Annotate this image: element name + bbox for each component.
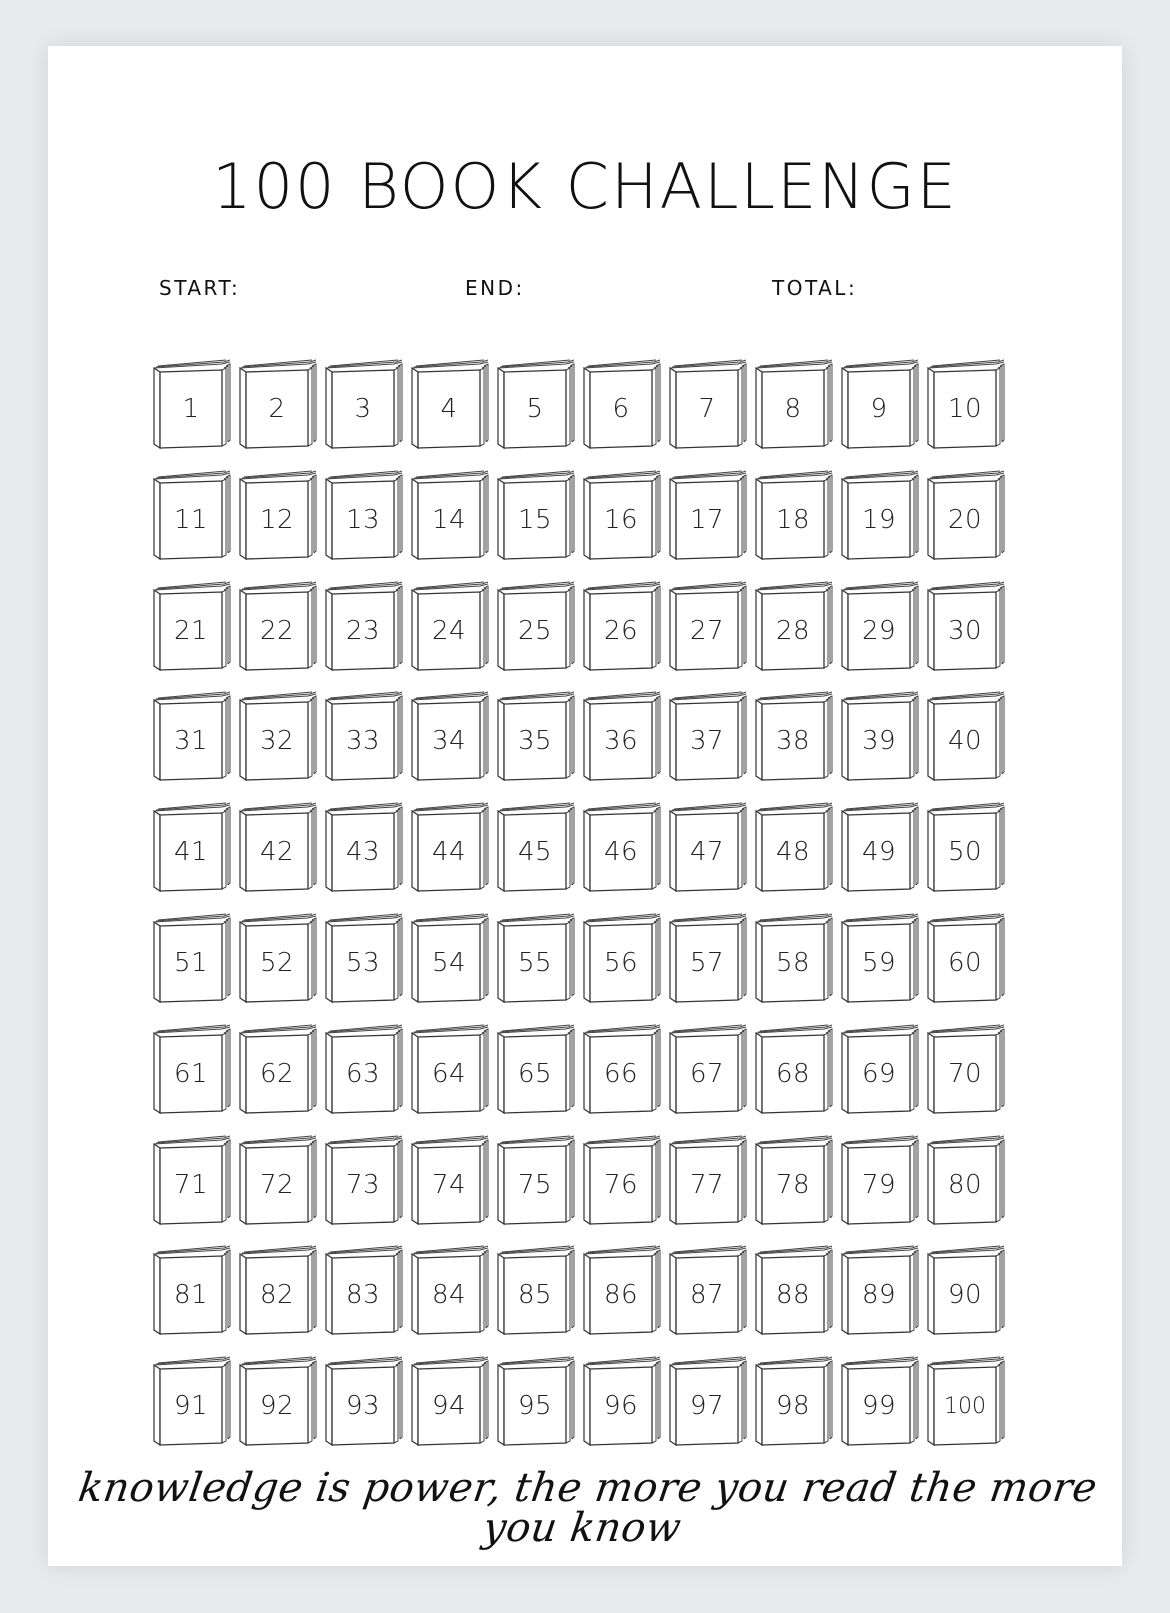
- book-tile-1: [152, 358, 232, 452]
- start-field-label: START:: [159, 276, 241, 300]
- book-number: 96: [603, 1391, 639, 1422]
- book-number: 27: [689, 615, 725, 646]
- book-tile-2: [238, 358, 318, 452]
- book-tile-46: [582, 801, 662, 895]
- book-number: 90: [947, 1280, 983, 1311]
- book-tile-99: [840, 1355, 920, 1449]
- book-number: 89: [861, 1280, 897, 1311]
- book-number: 71: [173, 1169, 209, 1200]
- book-number: 4: [440, 394, 458, 424]
- book-number: 92: [259, 1391, 295, 1422]
- book-number: 85: [517, 1280, 553, 1311]
- book-tile-69: [840, 1023, 920, 1117]
- book-number: 2: [268, 394, 286, 424]
- book-number: 88: [775, 1280, 811, 1311]
- book-number: 36: [603, 726, 639, 757]
- book-number: 55: [517, 947, 553, 978]
- book-tile-12: [238, 469, 318, 563]
- book-tile-61: [152, 1023, 232, 1117]
- book-number: 17: [689, 504, 725, 535]
- book-tile-65: [496, 1023, 576, 1117]
- book-tile-33: [324, 690, 404, 784]
- book-number: 31: [173, 726, 209, 757]
- book-number: 9: [870, 394, 888, 424]
- book-tile-89: [840, 1244, 920, 1338]
- book-tile-67: [668, 1023, 748, 1117]
- book-number: 56: [603, 947, 639, 978]
- book-tile-27: [668, 580, 748, 674]
- book-tile-62: [238, 1023, 318, 1117]
- book-tile-6: [582, 358, 662, 452]
- book-tile-94: [410, 1355, 490, 1449]
- book-number: 34: [431, 726, 467, 757]
- book-tile-54: [410, 912, 490, 1006]
- footer-quote: knowledge is power, the more you read the more you know: [75, 1465, 1101, 1551]
- book-number: 30: [947, 615, 983, 646]
- book-number: 38: [775, 726, 811, 757]
- book-tile-91: [152, 1355, 232, 1449]
- book-tile-14: [410, 469, 490, 563]
- book-number: 66: [603, 1058, 639, 1089]
- book-tile-13: [324, 469, 404, 563]
- total-field-label: TOTAL:: [772, 276, 858, 300]
- book-tile-20: [926, 469, 1006, 563]
- book-tile-42: [238, 801, 318, 895]
- book-tile-10: [926, 358, 1006, 452]
- book-number: 20: [947, 504, 983, 535]
- book-number: 60: [947, 947, 983, 978]
- book-number: 13: [345, 504, 381, 535]
- book-number: 76: [603, 1169, 639, 1200]
- book-number: 93: [345, 1391, 381, 1422]
- book-number: 75: [517, 1169, 553, 1200]
- book-number: 65: [517, 1058, 553, 1089]
- challenge-sheet: [48, 46, 1122, 1566]
- book-number: 23: [345, 615, 381, 646]
- book-number: 74: [431, 1169, 467, 1200]
- book-number: 63: [345, 1058, 381, 1089]
- book-tile-44: [410, 801, 490, 895]
- book-tile-82: [238, 1244, 318, 1338]
- book-number: 87: [689, 1280, 725, 1311]
- book-tile-100: [926, 1355, 1006, 1449]
- book-tile-70: [926, 1023, 1006, 1117]
- book-number: 94: [431, 1391, 467, 1422]
- book-tile-71: [152, 1134, 232, 1228]
- book-tile-16: [582, 469, 662, 563]
- book-number: 45: [517, 837, 553, 868]
- book-number: 1: [182, 394, 200, 424]
- book-number: 42: [259, 837, 295, 868]
- book-number: 73: [345, 1169, 381, 1200]
- book-tile-86: [582, 1244, 662, 1338]
- book-tile-24: [410, 580, 490, 674]
- book-number: 51: [173, 947, 209, 978]
- book-tile-50: [926, 801, 1006, 895]
- book-tile-37: [668, 690, 748, 784]
- book-number: 68: [775, 1058, 811, 1089]
- book-tile-41: [152, 801, 232, 895]
- book-number: 11: [173, 504, 209, 535]
- book-tile-9: [840, 358, 920, 452]
- book-number: 46: [603, 837, 639, 868]
- book-number: 28: [775, 615, 811, 646]
- book-tile-38: [754, 690, 834, 784]
- book-tile-52: [238, 912, 318, 1006]
- book-tile-45: [496, 801, 576, 895]
- book-number: 72: [259, 1169, 295, 1200]
- book-tile-51: [152, 912, 232, 1006]
- book-number: 29: [861, 615, 897, 646]
- book-number: 21: [173, 615, 209, 646]
- book-tile-59: [840, 912, 920, 1006]
- book-number: 16: [603, 504, 639, 535]
- book-number: 91: [173, 1391, 209, 1422]
- book-tile-77: [668, 1134, 748, 1228]
- book-number: 6: [612, 394, 630, 424]
- book-number: 78: [775, 1169, 811, 1200]
- book-tile-31: [152, 690, 232, 784]
- book-tile-97: [668, 1355, 748, 1449]
- book-number: 69: [861, 1058, 897, 1089]
- book-number: 61: [173, 1058, 209, 1089]
- book-number: 70: [947, 1058, 983, 1089]
- book-tile-43: [324, 801, 404, 895]
- book-number: 35: [517, 726, 553, 757]
- book-tile-4: [410, 358, 490, 452]
- book-number: 84: [431, 1280, 467, 1311]
- book-tile-57: [668, 912, 748, 1006]
- book-number: 22: [259, 615, 295, 646]
- book-tile-92: [238, 1355, 318, 1449]
- book-tile-17: [668, 469, 748, 563]
- book-tile-73: [324, 1134, 404, 1228]
- book-number: 48: [775, 837, 811, 868]
- book-number: 26: [603, 615, 639, 646]
- book-number: 8: [784, 394, 802, 424]
- book-number: 64: [431, 1058, 467, 1089]
- book-tile-18: [754, 469, 834, 563]
- book-number: 15: [517, 504, 553, 535]
- book-tile-23: [324, 580, 404, 674]
- book-tile-78: [754, 1134, 834, 1228]
- book-number: 41: [173, 837, 209, 868]
- book-number: 18: [775, 504, 811, 535]
- book-tile-58: [754, 912, 834, 1006]
- book-tile-66: [582, 1023, 662, 1117]
- book-number: 67: [689, 1058, 725, 1089]
- book-number: 58: [775, 947, 811, 978]
- book-tile-15: [496, 469, 576, 563]
- book-number: 83: [345, 1280, 381, 1311]
- book-number: 19: [861, 504, 897, 535]
- book-grid: [152, 358, 1012, 1422]
- book-tile-76: [582, 1134, 662, 1228]
- book-number: 53: [345, 947, 381, 978]
- book-tile-64: [410, 1023, 490, 1117]
- book-number: 52: [259, 947, 295, 978]
- book-number: 80: [947, 1169, 983, 1200]
- book-tile-7: [668, 358, 748, 452]
- book-number: 98: [775, 1391, 811, 1422]
- book-tile-93: [324, 1355, 404, 1449]
- book-tile-22: [238, 580, 318, 674]
- book-number: 37: [689, 726, 725, 757]
- book-number: 59: [861, 947, 897, 978]
- book-tile-83: [324, 1244, 404, 1338]
- book-tile-48: [754, 801, 834, 895]
- book-number: 12: [259, 504, 295, 535]
- book-tile-19: [840, 469, 920, 563]
- book-tile-56: [582, 912, 662, 1006]
- page-title: 100 BOOK CHALLENGE: [212, 150, 958, 223]
- book-tile-63: [324, 1023, 404, 1117]
- book-number: 3: [354, 394, 372, 424]
- book-tile-96: [582, 1355, 662, 1449]
- book-tile-74: [410, 1134, 490, 1228]
- book-number: 39: [861, 726, 897, 757]
- book-tile-79: [840, 1134, 920, 1228]
- book-tile-32: [238, 690, 318, 784]
- book-number: 77: [689, 1169, 725, 1200]
- book-tile-8: [754, 358, 834, 452]
- book-number: 49: [861, 837, 897, 868]
- book-number: 86: [603, 1280, 639, 1311]
- book-number: 5: [526, 394, 544, 424]
- book-tile-53: [324, 912, 404, 1006]
- book-number: 25: [517, 615, 553, 646]
- book-tile-95: [496, 1355, 576, 1449]
- book-tile-75: [496, 1134, 576, 1228]
- book-number: 57: [689, 947, 725, 978]
- book-number: 47: [689, 837, 725, 868]
- book-number: 100: [944, 1393, 986, 1419]
- book-tile-84: [410, 1244, 490, 1338]
- book-tile-28: [754, 580, 834, 674]
- book-tile-49: [840, 801, 920, 895]
- book-number: 24: [431, 615, 467, 646]
- book-tile-85: [496, 1244, 576, 1338]
- book-tile-87: [668, 1244, 748, 1338]
- book-tile-47: [668, 801, 748, 895]
- book-tile-40: [926, 690, 1006, 784]
- book-number: 95: [517, 1391, 553, 1422]
- book-tile-88: [754, 1244, 834, 1338]
- book-number: 99: [861, 1391, 897, 1422]
- book-tile-36: [582, 690, 662, 784]
- book-number: 10: [947, 394, 983, 424]
- book-number: 7: [698, 394, 716, 424]
- book-tile-25: [496, 580, 576, 674]
- book-tile-55: [496, 912, 576, 1006]
- book-tile-26: [582, 580, 662, 674]
- book-tile-5: [496, 358, 576, 452]
- book-tile-81: [152, 1244, 232, 1338]
- book-tile-11: [152, 469, 232, 563]
- book-tile-39: [840, 690, 920, 784]
- book-tile-98: [754, 1355, 834, 1449]
- book-tile-29: [840, 580, 920, 674]
- book-tile-21: [152, 580, 232, 674]
- book-number: 44: [431, 837, 467, 868]
- book-tile-30: [926, 580, 1006, 674]
- book-tile-90: [926, 1244, 1006, 1338]
- book-number: 54: [431, 947, 467, 978]
- book-tile-60: [926, 912, 1006, 1006]
- book-number: 40: [947, 726, 983, 757]
- book-number: 97: [689, 1391, 725, 1422]
- book-tile-68: [754, 1023, 834, 1117]
- book-tile-35: [496, 690, 576, 784]
- book-number: 33: [345, 726, 381, 757]
- book-number: 82: [259, 1280, 295, 1311]
- book-number: 81: [173, 1280, 209, 1311]
- book-number: 32: [259, 726, 295, 757]
- book-number: 14: [431, 504, 467, 535]
- book-number: 43: [345, 837, 381, 868]
- book-tile-72: [238, 1134, 318, 1228]
- book-number: 50: [947, 837, 983, 868]
- end-field-label: END:: [465, 276, 525, 300]
- book-number: 79: [861, 1169, 897, 1200]
- book-tile-3: [324, 358, 404, 452]
- book-number: 62: [259, 1058, 295, 1089]
- book-tile-34: [410, 690, 490, 784]
- book-tile-80: [926, 1134, 1006, 1228]
